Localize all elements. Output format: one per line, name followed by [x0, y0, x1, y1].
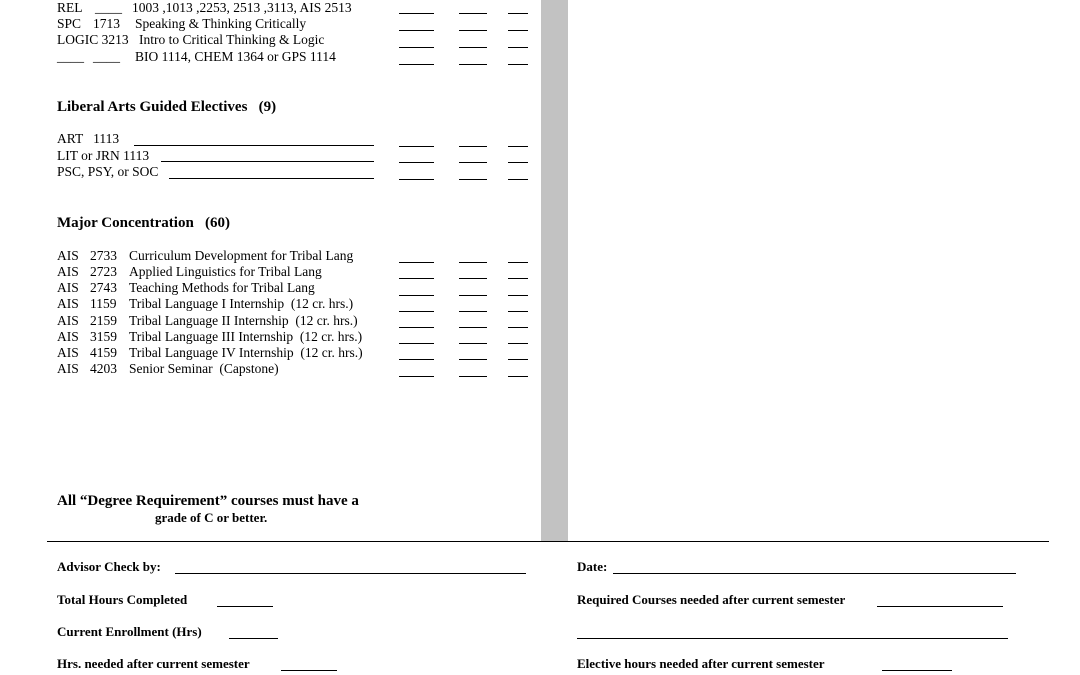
advisor-signature-field[interactable] — [175, 573, 526, 574]
section-divider — [47, 541, 1049, 542]
column-divider — [541, 0, 568, 541]
hours-blank[interactable] — [459, 295, 487, 296]
total-hours-label: Total Hours Completed — [57, 592, 188, 607]
grade-blank[interactable] — [508, 13, 528, 14]
grade-blank[interactable] — [508, 64, 528, 65]
course-title: Teaching Methods for Tribal Lang — [129, 280, 315, 295]
grade-blank[interactable] — [508, 30, 528, 31]
hours-blank[interactable] — [459, 179, 487, 180]
elective-course-blank[interactable] — [169, 178, 374, 179]
hours-blank[interactable] — [459, 146, 487, 147]
course-number: 4203 — [90, 361, 117, 376]
hours-blank[interactable] — [459, 327, 487, 328]
semester-blank[interactable] — [399, 311, 434, 312]
course-code: AIS — [57, 264, 79, 279]
course-code: AIS — [57, 313, 79, 328]
course-number: 2723 — [90, 264, 117, 279]
grade-blank[interactable] — [508, 146, 528, 147]
hours-blank[interactable] — [459, 30, 487, 31]
semester-blank[interactable] — [399, 146, 434, 147]
semester-blank[interactable] — [399, 262, 434, 263]
required-courses-continued-field[interactable] — [577, 638, 1008, 639]
elective-hours-label: Elective hours needed after current semester — [577, 656, 825, 671]
course-code: LOGIC 3213 — [57, 32, 129, 47]
grade-blank[interactable] — [508, 311, 528, 312]
hours-blank[interactable] — [459, 13, 487, 14]
course-number: 4159 — [90, 345, 117, 360]
course-title: 1003 ,1013 ,2253, 2513 ,3113, AIS 2513 — [132, 0, 352, 15]
semester-blank[interactable] — [399, 30, 434, 31]
course-title: Tribal Language I Internship (12 cr. hrs.) — [129, 296, 354, 311]
course-code: AIS — [57, 280, 79, 295]
date-label: Date: — [577, 559, 608, 574]
course-code: REL — [57, 0, 83, 15]
elective-course-blank[interactable] — [161, 161, 374, 162]
hours-blank[interactable] — [459, 47, 487, 48]
total-hours-field[interactable] — [217, 606, 273, 607]
course-code: AIS — [57, 248, 79, 263]
course-number: ____ — [95, 0, 122, 15]
grade-blank[interactable] — [508, 179, 528, 180]
grade-note-line2: grade of C or better. — [155, 510, 268, 525]
major-heading: Major Concentration (60) — [57, 215, 231, 231]
semester-blank[interactable] — [399, 47, 434, 48]
course-number: 2733 — [90, 248, 117, 263]
hours-blank[interactable] — [459, 359, 487, 360]
course-code: AIS — [57, 361, 79, 376]
elective-label: LIT or JRN 1113 — [57, 148, 150, 163]
semester-blank[interactable] — [399, 179, 434, 180]
course-title: Intro to Critical Thinking & Logic — [139, 32, 325, 47]
course-title: Tribal Language II Internship (12 cr. hrs.) — [129, 313, 358, 328]
course-code: AIS — [57, 345, 79, 360]
hours-blank[interactable] — [459, 343, 487, 344]
advisor-check-label: Advisor Check by: — [57, 559, 161, 574]
hrs-needed-field[interactable] — [281, 670, 337, 671]
course-title: BIO 1114, CHEM 1364 or GPS 1114 — [135, 49, 336, 64]
required-courses-field[interactable] — [877, 606, 1003, 607]
hrs-needed-label: Hrs. needed after current semester — [57, 656, 250, 671]
hours-blank[interactable] — [459, 162, 487, 163]
semester-blank[interactable] — [399, 295, 434, 296]
hours-blank[interactable] — [459, 278, 487, 279]
semester-blank[interactable] — [399, 13, 434, 14]
current-enrollment-field[interactable] — [229, 638, 278, 639]
course-title: Senior Seminar (Capstone) — [129, 361, 279, 376]
date-field[interactable] — [613, 573, 1016, 574]
course-code: AIS — [57, 296, 79, 311]
course-code: SPC — [57, 16, 82, 31]
grade-blank[interactable] — [508, 162, 528, 163]
required-courses-label: Required Courses needed after current semester — [577, 592, 846, 607]
semester-blank[interactable] — [399, 64, 434, 65]
course-title: Applied Linguistics for Tribal Lang — [129, 264, 322, 279]
semester-blank[interactable] — [399, 278, 434, 279]
course-code: AIS — [57, 329, 79, 344]
course-title: Tribal Language IV Internship (12 cr. hrs.) — [129, 345, 363, 360]
grade-blank[interactable] — [508, 47, 528, 48]
course-number: 1159 — [90, 296, 117, 311]
course-number: 3159 — [90, 329, 117, 344]
electives-heading: Liberal Arts Guided Electives (9) — [57, 99, 277, 115]
course-title: Speaking & Thinking Critically — [135, 16, 307, 31]
grade-note-line1: All “Degree Requirement” courses must have a — [57, 493, 359, 509]
course-code: ____ — [57, 49, 84, 64]
semester-blank[interactable] — [399, 162, 434, 163]
semester-blank[interactable] — [399, 359, 434, 360]
grade-blank[interactable] — [508, 327, 528, 328]
grade-blank[interactable] — [508, 278, 528, 279]
elective-hours-field[interactable] — [882, 670, 952, 671]
grade-blank[interactable] — [508, 262, 528, 263]
hours-blank[interactable] — [459, 311, 487, 312]
semester-blank[interactable] — [399, 376, 434, 377]
elective-label: ART 1113 — [57, 131, 120, 146]
grade-blank[interactable] — [508, 359, 528, 360]
hours-blank[interactable] — [459, 262, 487, 263]
grade-blank[interactable] — [508, 343, 528, 344]
semester-blank[interactable] — [399, 327, 434, 328]
elective-label: PSC, PSY, or SOC — [57, 164, 159, 179]
course-title: Tribal Language III Internship (12 cr. hrs.) — [129, 329, 363, 344]
course-number: 1713 — [93, 16, 120, 31]
hours-blank[interactable] — [459, 376, 487, 377]
grade-blank[interactable] — [508, 376, 528, 377]
hours-blank[interactable] — [459, 64, 487, 65]
current-enrollment-label: Current Enrollment (Hrs) — [57, 624, 202, 639]
course-number: ____ — [93, 49, 120, 64]
grade-blank[interactable] — [508, 295, 528, 296]
course-title: Curriculum Development for Tribal Lang — [129, 248, 354, 263]
course-number: 2159 — [90, 313, 117, 328]
elective-course-blank[interactable] — [134, 145, 374, 146]
semester-blank[interactable] — [399, 343, 434, 344]
course-number: 2743 — [90, 280, 117, 295]
